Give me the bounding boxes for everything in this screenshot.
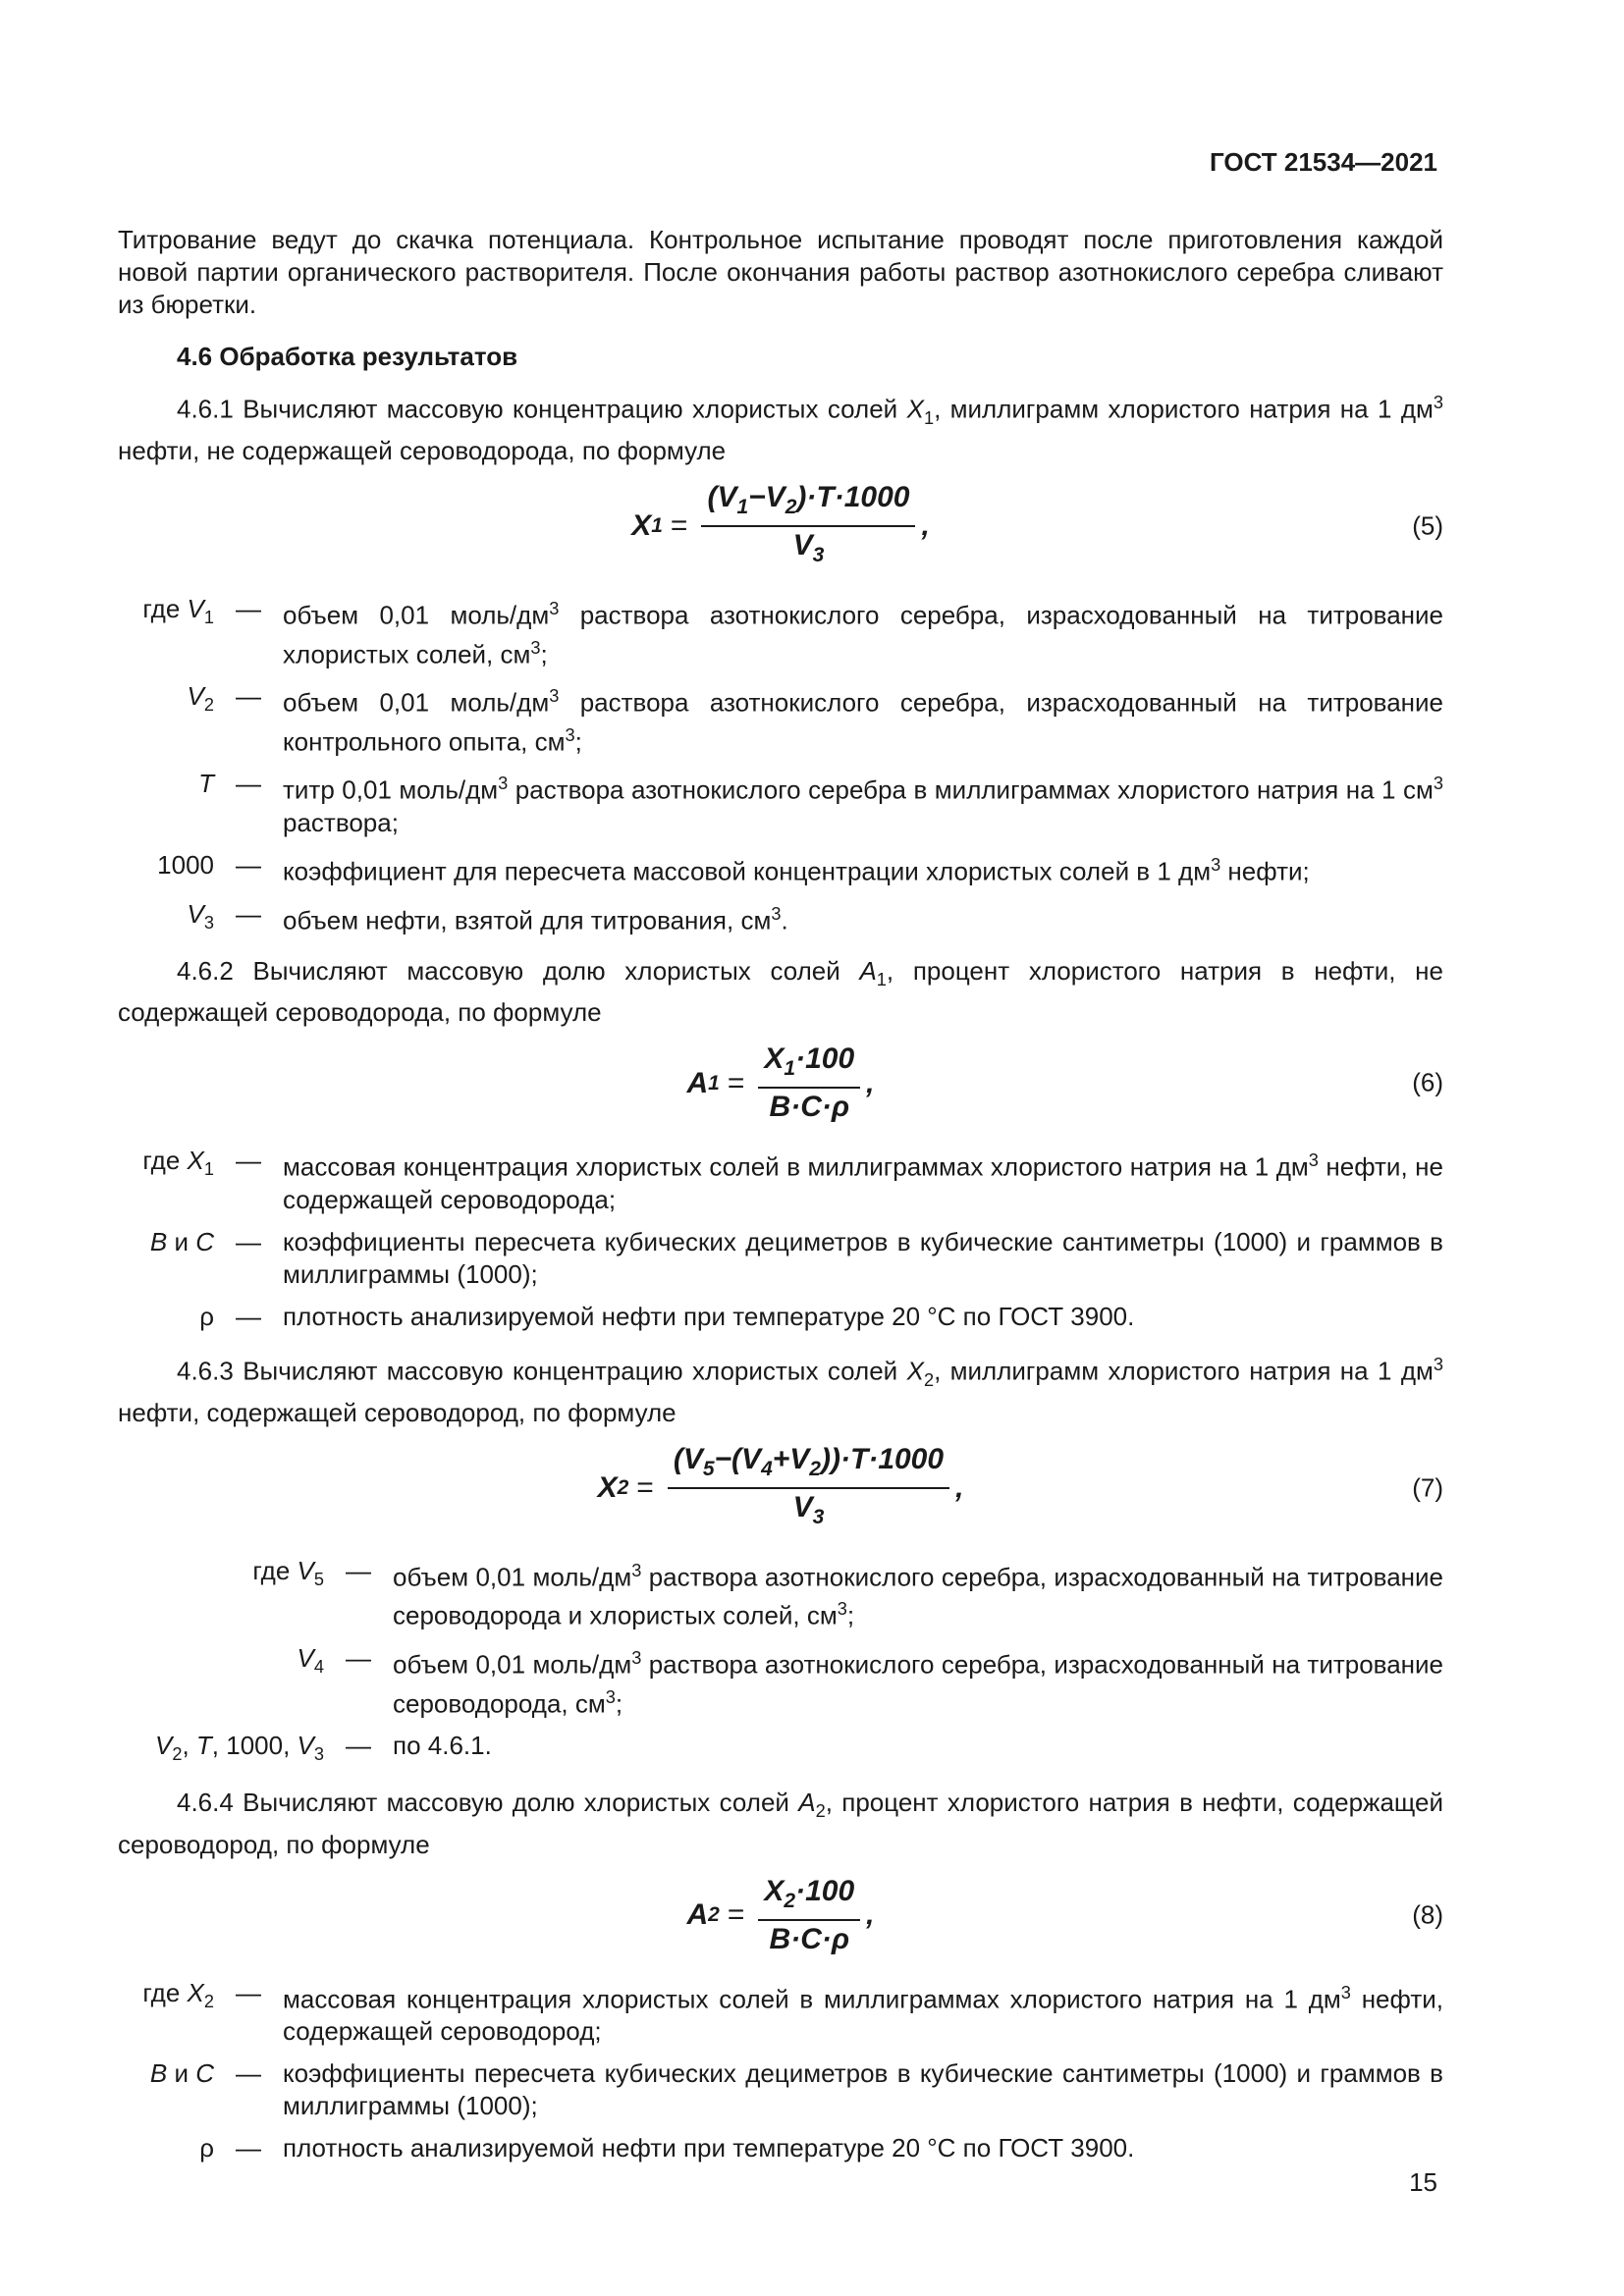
- section-title: 4.6 Обработка результатов: [177, 342, 518, 371]
- legend-formula-6: где $X_1$ — массовая концентрация хлористых солей в миллиграммах хлористого натрия на 1 $дм^3$ нефти, не содержащей сероводорода; B и C — коэффициенты пересчета кубических дециметров в кубические сантиметры (1000) и граммов в миллиграммы (1000); ρ — плотность анализируемой нефти при температуре 20 °С по ГОСТ 3900.: [142, 1146, 1443, 1331]
- formula-number-5: (5): [1412, 510, 1443, 541]
- formula-8-fraction: $\frac{X_2\cdot 100}{B\cdot C\cdot\rho}$: [758, 1875, 860, 1955]
- formula-5: X 1 = $\frac{(V_1-V_2)\cdot T\cdot 1000}{V_3}$ , (5): [118, 481, 1443, 571]
- page-number: 15: [1409, 2167, 1437, 2197]
- paragraph-4-6-3: 4.6.3 Вычисляют массовую концентрацию хлористых солей $X_2$, миллиграмм хлористого натрия на 1 $дм^3$ нефти, содержащей сероводород, по формуле: [118, 1354, 1443, 1427]
- paragraph-4-6-2: 4.6.2 Вычисляют массовую долю хлористых солей $A_1$, процент хлористого натрия в нефти, не содержащей сероводорода, по формуле: [118, 955, 1444, 1028]
- formula-5-fraction: $\frac{(V_1-V_2)\cdot T\cdot 1000}{V_3}$: [701, 481, 915, 571]
- formula-6: A 1 = $\frac{X_1\cdot 100}{B\cdot C\cdot\rho}$ , (6): [686, 1042, 1443, 1124]
- intro-paragraph: Титрование ведут до скачка потенциала. Контрольное испытание проводят после приготовления каждой новой партии органического растворителя. После окончания работы раствор азотнокислого серебра сливают из бюретки.: [118, 225, 1443, 319]
- formula-6-fraction: $\frac{X_1\cdot 100}{B\cdot C\cdot\rho}$: [758, 1042, 860, 1123]
- formula-7-fraction: $\frac{(V_5-(V_4+V_2))\cdot T\cdot 1000}{V_3}$: [668, 1443, 949, 1533]
- legend-formula-8: где $X_2$ — массовая концентрация хлористых солей в миллиграммах хлористого натрия на 1 $дм^3$ нефти, содержащей сероводород; B и C — коэффициенты пересчета кубических дециметров в кубические сантиметры (1000) и граммов в миллиграммы (1000); ρ — плотность анализируемой нефти при температуре 20 °С по ГОСТ 3900.: [142, 1977, 1443, 2163]
- paragraph-4-6-1: 4.6.1 Вычисляют массовую концентрацию хлористых солей $X_1$, миллиграмм хлористого натрия на 1 $дм^3$ нефти, не содержащей сероводорода, по формуле: [118, 393, 1443, 465]
- page-content: [118, 224, 1443, 2180]
- formula-7: X 2 = $\frac{(V_5-(V_4+V_2))\cdot T\cdot 1000}{V_3}$ , (7): [118, 1443, 1443, 1533]
- legend-formula-5: где $V_1$ — объем 0,01 моль/$дм^3$ раствора азотнокислого серебра, израсходованный на титрование хлористых солей, $см^3$; $V_2$ — объем 0,01 моль/$дм^3$ раствора азотнокислого серебра, израсходованный на титрование контрольного опыта, $см^3$; T — титр 0,01 моль/$дм^3$ раствора азотнокислого серебра в миллиграммах хлористого натрия на 1 $см^3$ раствора; 1000 — коэффициент для пересчета массовой концентрации хлористых солей в 1 $дм^3$ нефти; $V_3$ — объем нефти, взятой для титрования, $см^3$.: [142, 593, 1443, 935]
- formula-number-8: (8): [1412, 1899, 1443, 1930]
- formula-8: A 2 = $\frac{X_2\cdot 100}{B\cdot C\cdot\rho}$ , (8): [686, 1874, 1443, 1955]
- standard-header: ГОСТ 21534—2021: [1210, 147, 1437, 177]
- formula-number-6: (6): [1412, 1067, 1443, 1097]
- legend-formula-7: где $V_5$ — объем 0,01 моль/$дм^3$ раствора азотнокислого серебра, израсходованный на титрование сероводорода и хлористых солей, $см^3$; $V_4$ — объем 0,01 моль/$дм^3$ раствора азотнокислого серебра, израсходованный на титрование сероводорода, $см^3$; $V_2$, T, 1000, $V_3$ — по 4.6.1.: [154, 1555, 1443, 1765]
- formula-number-7: (7): [1412, 1472, 1443, 1503]
- paragraph-4-6-4: 4.6.4 Вычисляют массовую долю хлористых солей $A_2$, процент хлористого натрия в нефти, содержащей сероводород, по формуле: [118, 1788, 1443, 1859]
